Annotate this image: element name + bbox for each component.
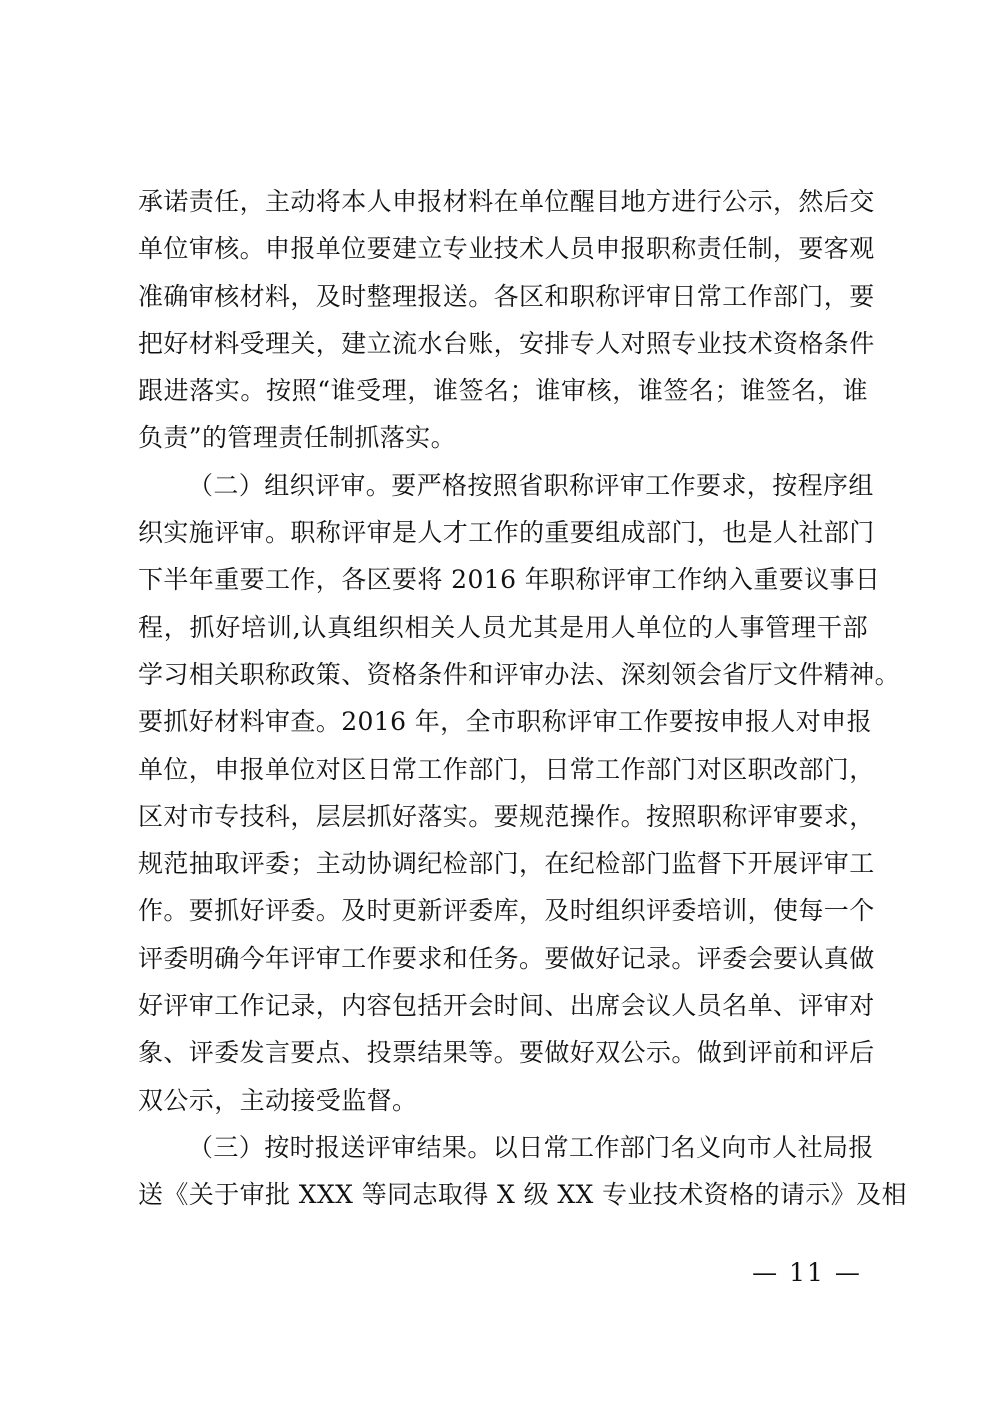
text-line: 作。要抓好评委。及时更新评委库，及时组织评委培训，使每一个 — [138, 896, 875, 926]
text-line: 学习相关职称政策、资格条件和评审办法、深刻领会省厅文件精神。 — [138, 659, 901, 689]
text-line: 单位，申报单位对区日常工作部门，日常工作部门对区职改部门， — [138, 754, 875, 784]
text-line: 规范抽取评委；主动协调纪检部门，在纪检部门监督下开展评审工 — [138, 849, 875, 879]
text-line: 程，抓好培训,认真组织相关人员尤其是用人单位的人事管理干部 — [138, 612, 868, 642]
section-heading-line: （三）按时报送评审结果。以日常工作部门名义向市人社局报 — [188, 1132, 874, 1162]
page-number: — 11 — — [752, 1258, 862, 1287]
body-text — [138, 178, 907, 1219]
text-line: 双公示，主动接受监督。 — [138, 1085, 418, 1115]
text-line: 织实施评审。职称评审是人才工作的重要组成部门，也是人社部门 — [138, 518, 875, 548]
text-line: 送《关于审批 XXX 等同志取得 X 级 XX 专业技术资格的请示》及相 — [138, 1180, 907, 1210]
text-line: 下半年重要工作，各区要将 2016 年职称评审工作纳入重要议事日 — [138, 565, 881, 595]
text-line: 象、评委发言要点、投票结果等。要做好双公示。做到评前和评后 — [138, 1038, 875, 1068]
text-line: 好评审工作记录，内容包括开会时间、出席会议人员名单、评审对 — [138, 991, 875, 1021]
text-line: 跟进落实。按照“谁受理，谁签名；谁审核，谁签名；谁签名，谁 — [138, 376, 868, 406]
text-line: 评委明确今年评审工作要求和任务。要做好记录。评委会要认真做 — [138, 943, 875, 973]
text-line: 单位审核。申报单位要建立专业技术人员申报职称责任制，要客观 — [138, 234, 875, 264]
text-line: 准确审核材料，及时整理报送。各区和职称评审日常工作部门，要 — [138, 281, 875, 311]
section-heading-line: （二）组织评审。要严格按照省职称评审工作要求，按程序组 — [188, 470, 874, 500]
text-line: 区对市专技科，层层抓好落实。要规范操作。按照职称评审要求， — [138, 801, 875, 831]
text-line: 把好材料受理关，建立流水台账，安排专人对照专业技术资格条件 — [138, 328, 875, 358]
text-line: 负责”的管理责任制抓落实。 — [138, 423, 456, 453]
text-line: 要抓好材料审查。2016 年，全市职称评审工作要按申报人对申报 — [138, 707, 872, 737]
text-line: 承诺责任，主动将本人申报材料在单位醒目地方进行公示，然后交 — [138, 187, 875, 216]
